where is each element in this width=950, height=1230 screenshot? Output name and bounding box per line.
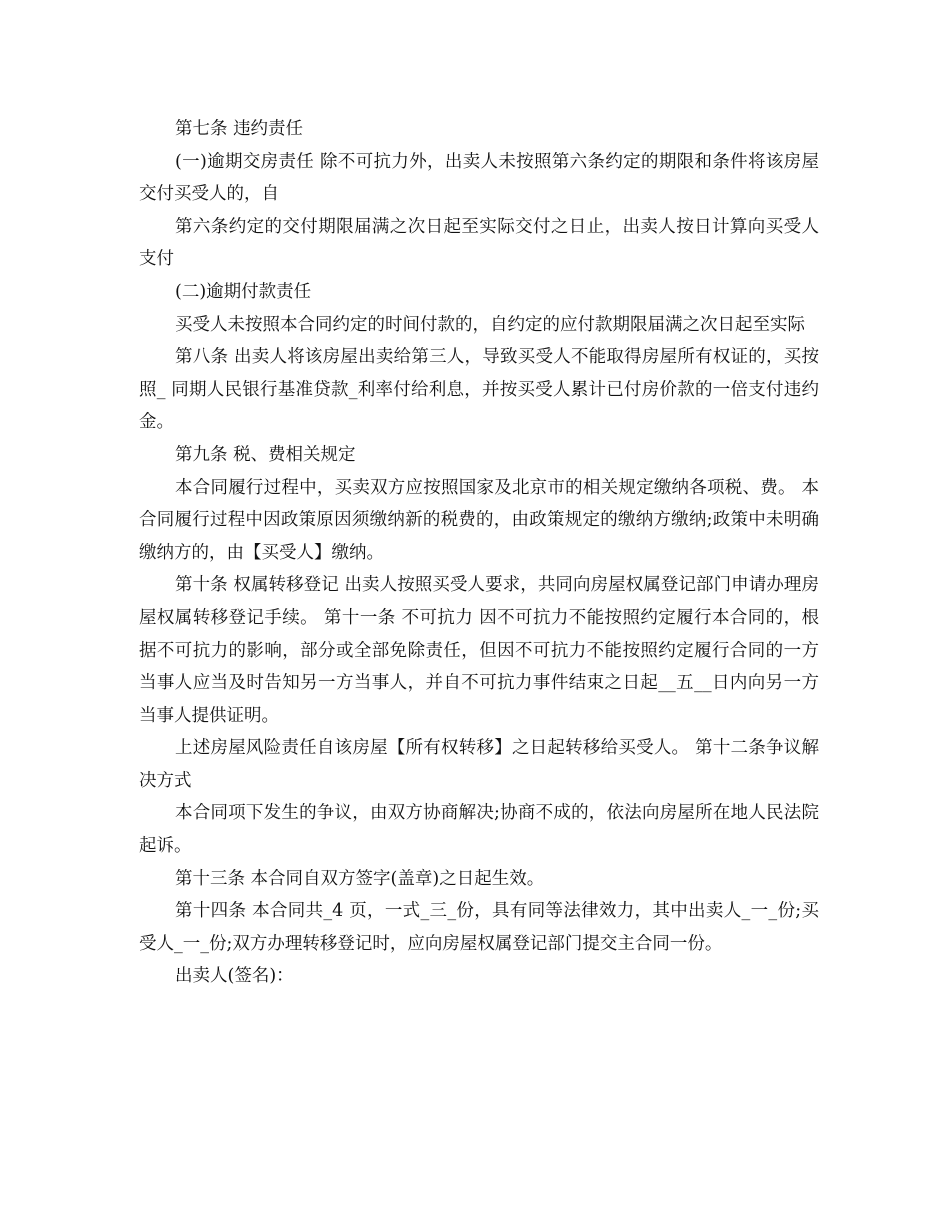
article-14: 第十四条 本合同共_4 页，一式_三_份，具有同等法律效力，其中出卖人_一_份;买受人_一_份;双方办理转移登记时，应向房屋权属登记部门提交主合同一份。 [139, 901, 819, 954]
article-10-11: 第十条 权属转移登记 出卖人按照买受人要求，共同向房屋权属登记部门申请办理房屋权属转移登记手续。 第十一条 不可抗力 因不可抗力不能按照约定履行本合同的，根据不可抗力的影响，部分或全部免除责任，但因不可抗力不能按照约定履行合同的一方当事人应当及时告知另一方当事人，并自不可抗力事件结束之日起__五__日内向另一方当事人提供证明。 [139, 575, 819, 726]
article-7-clause-2-heading: (二)逾期付款责任 [175, 281, 312, 302]
article-9-heading: 第九条 税、费相关规定 [175, 444, 356, 465]
article-8: 第八条 出卖人将该房屋出卖给第三人，导致买受人不能取得房屋所有权证的，买按照_ 同期人民银行基准贷款_利率付给利息，并按买受人累计已付房价款的一倍支付违约金。 [139, 347, 819, 433]
dispute-resolution: 本合同项下发生的争议，由双方协商解决;协商不成的，依法向房屋所在地人民法院起诉。 [139, 803, 819, 857]
article-7-clause-2: 买受人未按照本合同约定的时间付款的，自约定的应付款期限届满之次日起至实际 [175, 314, 805, 335]
article-13: 第十三条 本合同自双方签字(盖章)之日起生效。 [175, 868, 545, 889]
document-body [139, 113, 819, 993]
article-9-body: 本合同履行过程中，买卖双方应按照国家及北京市的相关规定缴纳各项税、费。 本合同履行过程中因政策原因须缴纳新的税费的，由政策规定的缴纳方缴纳;政策中未明确缴纳方的，由【买受人】缴纳。 [139, 477, 819, 563]
article-7-clause-1-cont: 第六条约定的交付期限届满之次日起至实际交付之日止，出卖人按日计算向买受人支付 [139, 216, 819, 270]
risk-transfer-article-12: 上述房屋风险责任自该房屋【所有权转移】之日起转移给买受人。 第十二条争议解决方式 [139, 738, 819, 791]
article-7-clause-1: (一)逾期交房责任 除不可抗力外，出卖人未按照第六条约定的期限和条件将该房屋交付买受人的，自 [139, 151, 819, 205]
seller-signature-line: 出卖人(签名)： [175, 966, 294, 987]
article-7-heading: 第七条 违约责任 [175, 119, 304, 139]
